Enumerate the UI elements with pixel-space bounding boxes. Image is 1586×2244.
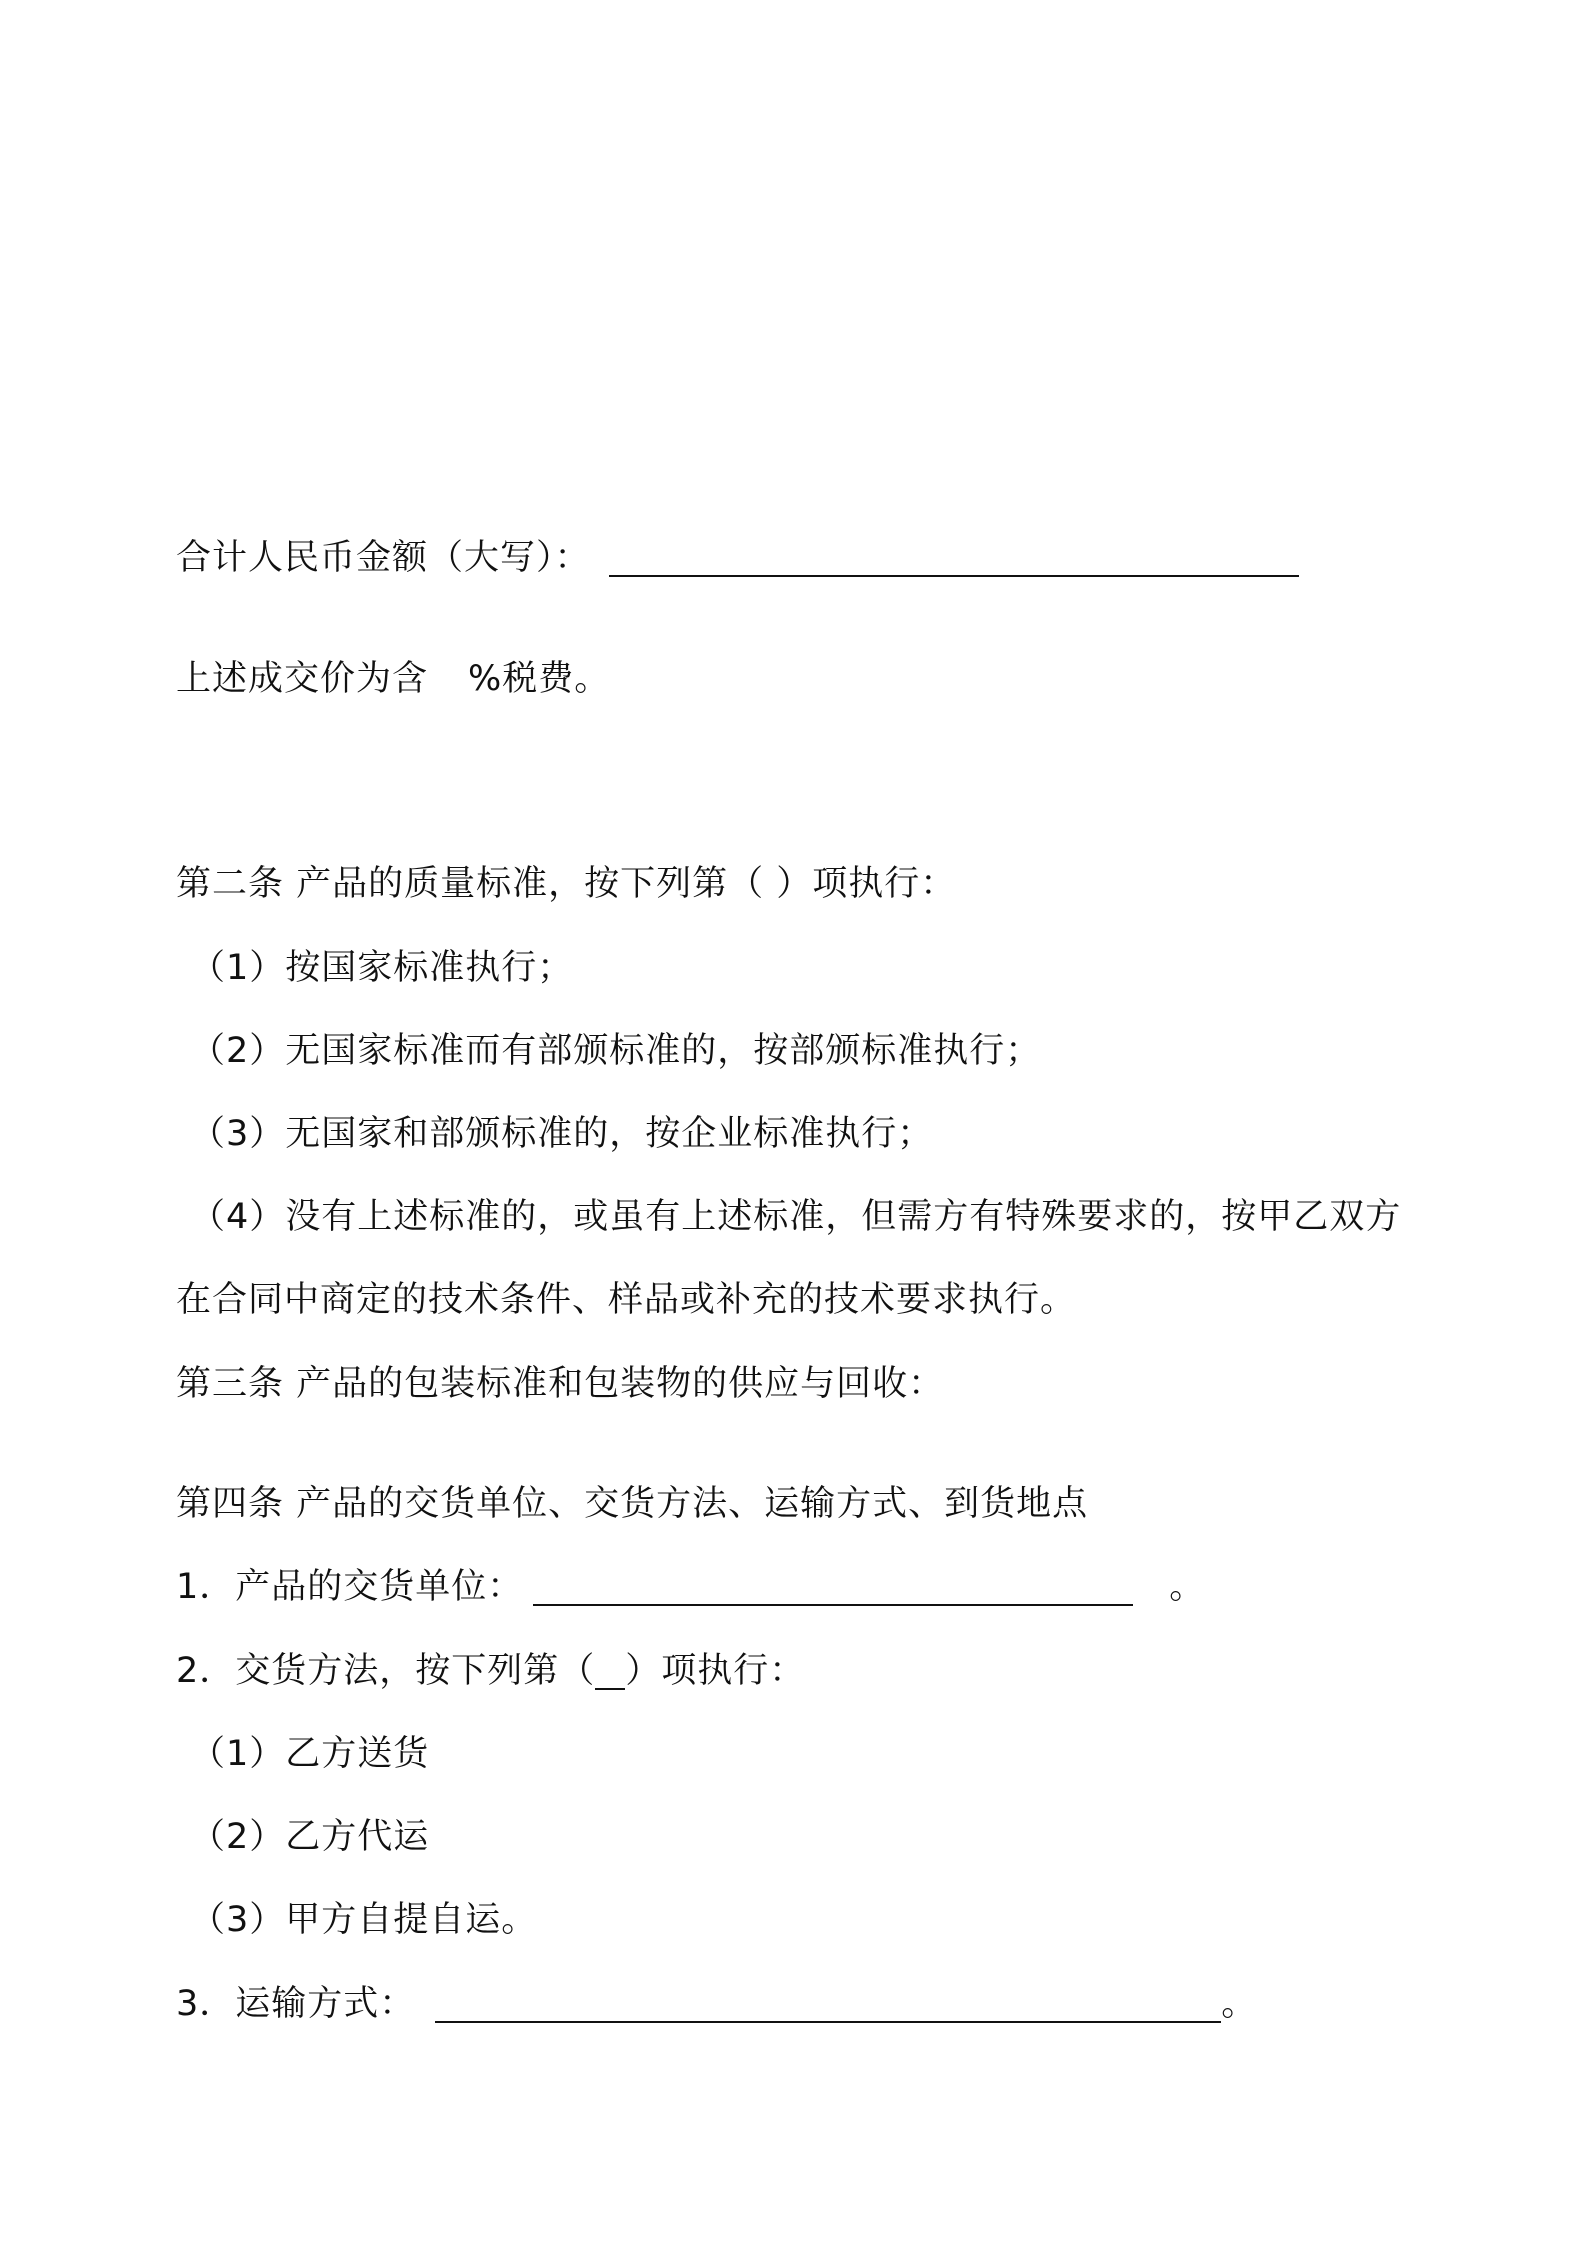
- delivery-method-line: [176, 1649, 805, 1693]
- delivery-method-choice-field[interactable]: [595, 1652, 625, 1690]
- delivery-unit-line: [176, 1565, 1205, 1609]
- article2-item-4: （4）没有上述标准的，或虽有上述标准，但需方有特殊要求的，按甲乙双方: [190, 1197, 1402, 1237]
- tax-line: [176, 657, 610, 701]
- delivery-unit-label: 1．产品的交货单位：: [176, 1567, 524, 1607]
- total-amount-line: [176, 536, 1299, 580]
- delivery-unit-field[interactable]: [533, 1568, 1133, 1606]
- article2-item-1: （1）按国家标准执行；: [190, 948, 574, 988]
- article3-title: 第三条 产品的包装标准和包装物的供应与回收：: [176, 1364, 945, 1404]
- delivery-option-2: （2）乙方代运: [190, 1817, 430, 1857]
- delivery-method-prefix: 2．交货方法，按下列第（: [176, 1651, 596, 1691]
- article2-continuation: 在合同中商定的技术条件、样品或补充的技术要求执行。: [176, 1280, 1077, 1320]
- delivery-method-suffix: ）项执行：: [625, 1651, 806, 1691]
- tax-prefix: 上述成交价为含: [176, 659, 429, 699]
- article2-item-3: （3）无国家和部颁标准的，按企业标准执行；: [190, 1114, 934, 1154]
- delivery-unit-end: 。: [1169, 1567, 1206, 1607]
- article2-title: 第二条 产品的质量标准，按下列第（ ）项执行：: [176, 864, 957, 904]
- transport-end: 。: [1221, 1984, 1258, 2024]
- transport-label: 3．运输方式：: [176, 1984, 416, 2024]
- total-amount-field[interactable]: [609, 539, 1299, 577]
- article2-item-2: （2）无国家标准而有部颁标准的，按部颁标准执行；: [190, 1031, 1042, 1071]
- tax-suffix: %税费。: [468, 659, 611, 699]
- transport-line: [176, 1982, 1257, 2026]
- total-amount-label: 合计人民币金额（大写）：: [176, 538, 591, 578]
- delivery-option-3: （3）甲方自提自运。: [190, 1900, 538, 1940]
- transport-field[interactable]: [435, 1985, 1221, 2023]
- article4-title: 第四条 产品的交货单位、交货方法、运输方式、到货地点: [176, 1484, 1089, 1524]
- delivery-option-1: （1）乙方送货: [190, 1734, 430, 1774]
